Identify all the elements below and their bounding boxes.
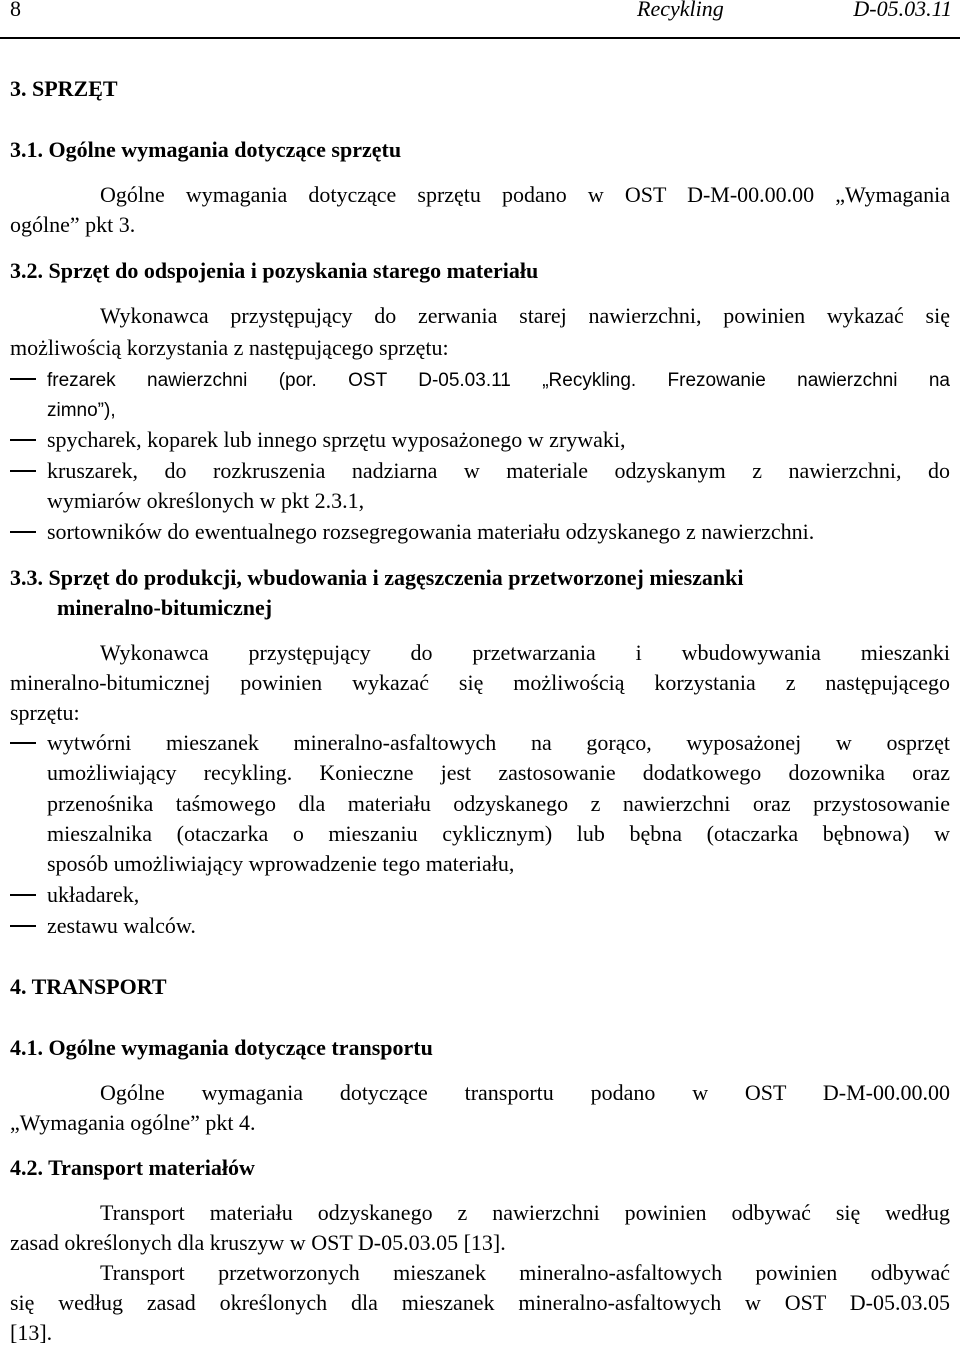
paragraph-3-3-line-1: Wykonawca przystępujący do przetwarzania i wbudowywania mieszanki bbox=[100, 640, 950, 665]
paragraph-4-2-2-line-2: się według zasad określonych dla mieszanek mineralno-asfaltowych w OST D-05.03.05 bbox=[10, 1290, 950, 1315]
list-item-3-3-1-line-4: mieszalnika (otaczarka o mieszaniu cyklicznym) lub bębna (otaczarka bębnowa) w bbox=[47, 821, 950, 846]
list-item-3-3-3: zestawu walców. bbox=[47, 913, 196, 938]
section-4-1-heading: 4.1. Ogólne wymagania dotyczące transportu bbox=[10, 1035, 433, 1060]
list-item-3-3-1-line-3: przenośnika taśmowego dla materiału odzyskanego z nawierzchni oraz przystosowanie bbox=[47, 791, 950, 816]
paragraph-4-2-2-line-1: Transport przetworzonych mieszanek mineralno-asfaltowych powinien odbywać bbox=[100, 1260, 950, 1285]
paragraph-3-2-line-1: Wykonawca przystępujący do zerwania starej nawierzchni, powinien wykazać się bbox=[100, 303, 950, 328]
paragraph-3-3-line-2: mineralno-bitumicznej powinien wykazać się możliwością korzystania z następującego bbox=[10, 670, 950, 695]
list-item-3-3-1-line-2: umożliwiający recykling. Konieczne jest zastosowanie dodatkowego dozownika oraz bbox=[47, 760, 950, 785]
running-title: Recykling bbox=[637, 0, 724, 21]
list-item-3-2-3-line-1: kruszarek, do rozkruszenia nadziarna w materiale odzyskanym z nawierzchni, do bbox=[47, 458, 950, 483]
list-item-3-2-3-line-2: wymiarów określonych w pkt 2.3.1, bbox=[47, 488, 365, 513]
list-item-3-2-4: sortowników do ewentualnego rozsegregowania materiału odzyskanego z nawierzchni. bbox=[47, 519, 815, 544]
section-4-heading: 4. TRANSPORT bbox=[10, 974, 167, 999]
list-item-3-2-1-line-1 bbox=[47, 364, 950, 396]
list-item-3-3-2: układarek, bbox=[47, 882, 140, 907]
running-header bbox=[10, 0, 950, 28]
list-item-3-3-1-line-1: wytwórni mieszanek mineralno-asfaltowych na gorąco, wyposażonej w osprzęt bbox=[47, 730, 950, 755]
paragraph-4-2-2-line-3: [13]. bbox=[10, 1320, 53, 1345]
list-item-3-2-1-line-2 bbox=[47, 394, 950, 426]
list-item-3-2-1-text: frezarek nawierzchni (por. OST D-05.03.11 „Recykling. Frezowanie nawierzchni na bbox=[47, 370, 950, 391]
document-code: D-05.03.11 bbox=[853, 0, 952, 21]
paragraph-3-2-line-2: możliwością korzystania z następującego sprzętu: bbox=[10, 335, 449, 360]
paragraph-4-2-1-line-2: zasad określonych dla kruszyw w OST D-05.03.05 [13]. bbox=[10, 1230, 506, 1255]
paragraph-4-1-line-2: „Wymagania ogólne” pkt 4. bbox=[10, 1110, 256, 1135]
section-3-3-heading-line-1: 3.3. Sprzęt do produkcji, wbudowania i zagęszczenia przetworzonej mieszanki bbox=[10, 565, 744, 590]
document-page bbox=[10, 0, 952, 1345]
paragraph-4-1-line-1: Ogólne wymagania dotyczące transportu podano w OST D-M-00.00.00 bbox=[100, 1080, 950, 1105]
header-rule bbox=[0, 37, 960, 39]
section-3-3-heading-line-2: mineralno-bitumicznej bbox=[57, 595, 273, 620]
paragraph-4-2-1-line-1: Transport materiału odzyskanego z nawierzchni powinien odbywać się według bbox=[100, 1200, 950, 1225]
page-number: 8 bbox=[10, 0, 21, 21]
list-item-3-2-2: spycharek, koparek lub innego sprzętu wyposażonego w zrywaki, bbox=[47, 427, 626, 452]
section-3-heading: 3. SPRZĘT bbox=[10, 76, 118, 101]
section-3-2-heading: 3.2. Sprzęt do odspojenia i pozyskania starego materiału bbox=[10, 258, 539, 283]
paragraph-3-1-line-1: Ogólne wymagania dotyczące sprzętu podano w OST D-M-00.00.00 „Wymagania bbox=[100, 182, 950, 207]
section-4-2-heading: 4.2. Transport materiałów bbox=[10, 1155, 255, 1180]
paragraph-3-3-line-3: sprzętu: bbox=[10, 700, 80, 725]
list-item-3-3-1-line-5: sposób umożliwiający wprowadzenie tego materiału, bbox=[47, 851, 515, 876]
paragraph-3-1-line-2: ogólne” pkt 3. bbox=[10, 212, 136, 237]
list-item-3-2-1-cont: zimno”), bbox=[47, 400, 116, 421]
section-3-1-heading: 3.1. Ogólne wymagania dotyczące sprzętu bbox=[10, 137, 402, 162]
